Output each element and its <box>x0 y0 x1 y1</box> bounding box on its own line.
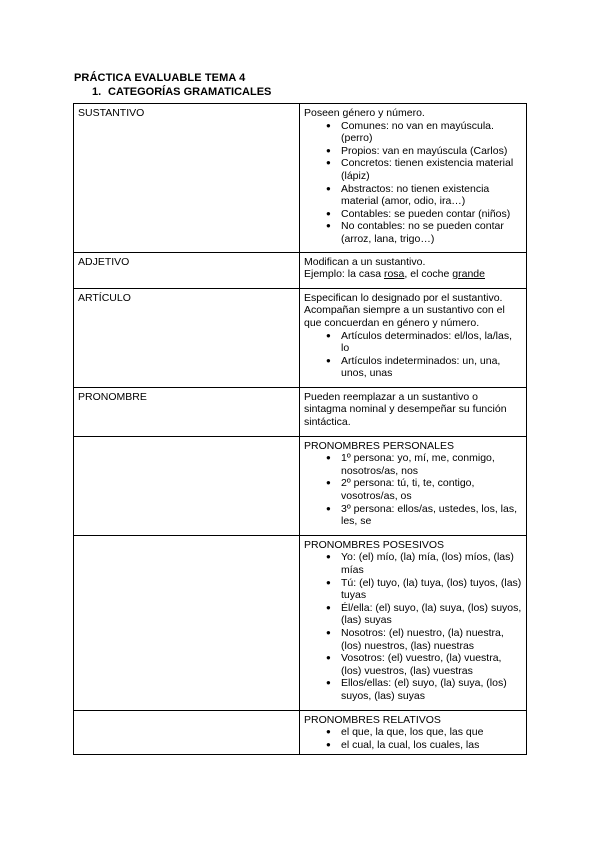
category-label: SUSTANTIVO <box>74 104 300 253</box>
description-intro: Poseen género y número. <box>304 107 425 119</box>
subcategory-heading: PRONOMBRES RELATIVOS <box>304 713 441 726</box>
list-item: ● Tú: (el) tuyo, (la) tuya, (los) tuyos, (las) tuyas <box>341 577 522 602</box>
list-item: ● Artículos determinados: el/los, la/las, lo <box>341 330 522 355</box>
list-item: ● Abstractos: no tienen existencia material (amor, odio, ira…) <box>341 183 522 208</box>
category-description <box>300 535 527 710</box>
subcategory-heading: PRONOMBRES POSESIVOS <box>304 538 445 551</box>
list-item: ● 2º persona: tú, ti, te, contigo, vosotros/as, os <box>341 477 522 502</box>
category-label: PRONOMBRE <box>74 387 300 436</box>
list-item: ● el cual, la cual, los cuales, las <box>341 739 522 752</box>
example-word-underlined: grande <box>452 268 485 281</box>
table-row <box>74 288 527 387</box>
subcategory-heading: PRONOMBRES PERSONALES <box>304 439 454 452</box>
list-item: ● el que, la que, los que, las que <box>341 726 522 739</box>
table-row <box>74 535 527 710</box>
list-item: ● Propios: van en mayúscula (Carlos) <box>341 145 522 158</box>
category-label: ADJETIVO <box>74 252 300 288</box>
list-item: ● Nosotros: (el) nuestro, (la) nuestra, (los) nuestros, (las) nuestras <box>341 627 522 652</box>
table-row <box>74 710 527 755</box>
list-item: ● Vosotros: (el) vuestro, (la) vuestra, (los) vuestros, (las) vuestras <box>341 652 522 677</box>
bullet-list <box>304 551 522 702</box>
table-row <box>74 252 527 288</box>
category-label <box>74 535 300 710</box>
document-title: PRÁCTICA EVALUABLE TEMA 4 <box>74 72 246 84</box>
table-row <box>74 104 527 253</box>
example-middle: , el coche <box>404 268 453 281</box>
category-label <box>74 710 300 755</box>
example-prefix: Ejemplo: la casa <box>304 268 384 281</box>
section-number: 1. <box>92 86 102 98</box>
category-description <box>300 436 527 535</box>
description-intro: Modifican a un sustantivo. <box>304 255 426 268</box>
category-label: ARTÍCULO <box>74 288 300 387</box>
category-description <box>300 252 527 288</box>
bullet-list <box>304 726 522 751</box>
category-description <box>300 104 527 253</box>
table-row <box>74 436 527 535</box>
list-item: ● No contables: no se pueden contar (arroz, lana, trigo…) <box>341 220 522 245</box>
list-item: ● 3º persona: ellos/as, ustedes, los, las, les, se <box>341 503 522 528</box>
example-line <box>304 268 522 281</box>
category-label <box>74 436 300 535</box>
list-item: ● Contables: se pueden contar (niños) <box>341 208 522 221</box>
bullet-list <box>304 120 522 246</box>
category-description <box>300 288 527 387</box>
category-description <box>300 710 527 755</box>
bullet-list <box>304 330 522 380</box>
table-row <box>74 387 527 436</box>
section-title: CATEGORÍAS GRAMATICALES <box>108 86 272 98</box>
description-intro: Especifican lo designado por el sustantivo. Acompañan siempre a un sustantivo con el que concuerdan en género y número. <box>304 291 505 329</box>
list-item: ● Él/ella: (el) suyo, (la) suya, (los) suyos, (las) suyas <box>341 602 522 627</box>
list-item: ● Artículos indeterminados: un, una, unos, unas <box>341 355 522 380</box>
category-description <box>300 387 527 436</box>
list-item: ● Yo: (el) mío, (la) mía, (los) míos, (las) mías <box>341 551 522 576</box>
list-item: ● 1º persona: yo, mí, me, conmigo, nosotros/as, nos <box>341 452 522 477</box>
list-item: ● Concretos: tienen existencia material (lápiz) <box>341 157 522 182</box>
description-intro: Pueden reemplazar a un sustantivo o sintagma nominal y desempeñar su función sintáctica. <box>304 390 507 429</box>
section-heading <box>92 86 271 98</box>
list-item: ● Comunes: no van en mayúscula. (perro) <box>341 120 522 145</box>
example-word-underlined: rosa <box>383 268 405 281</box>
grammar-categories-table <box>73 103 527 755</box>
bullet-list <box>304 452 522 528</box>
list-item: ● Ellos/ellas: (el) suyo, (la) suya, (los) suyos, (las) suyas <box>341 677 522 702</box>
